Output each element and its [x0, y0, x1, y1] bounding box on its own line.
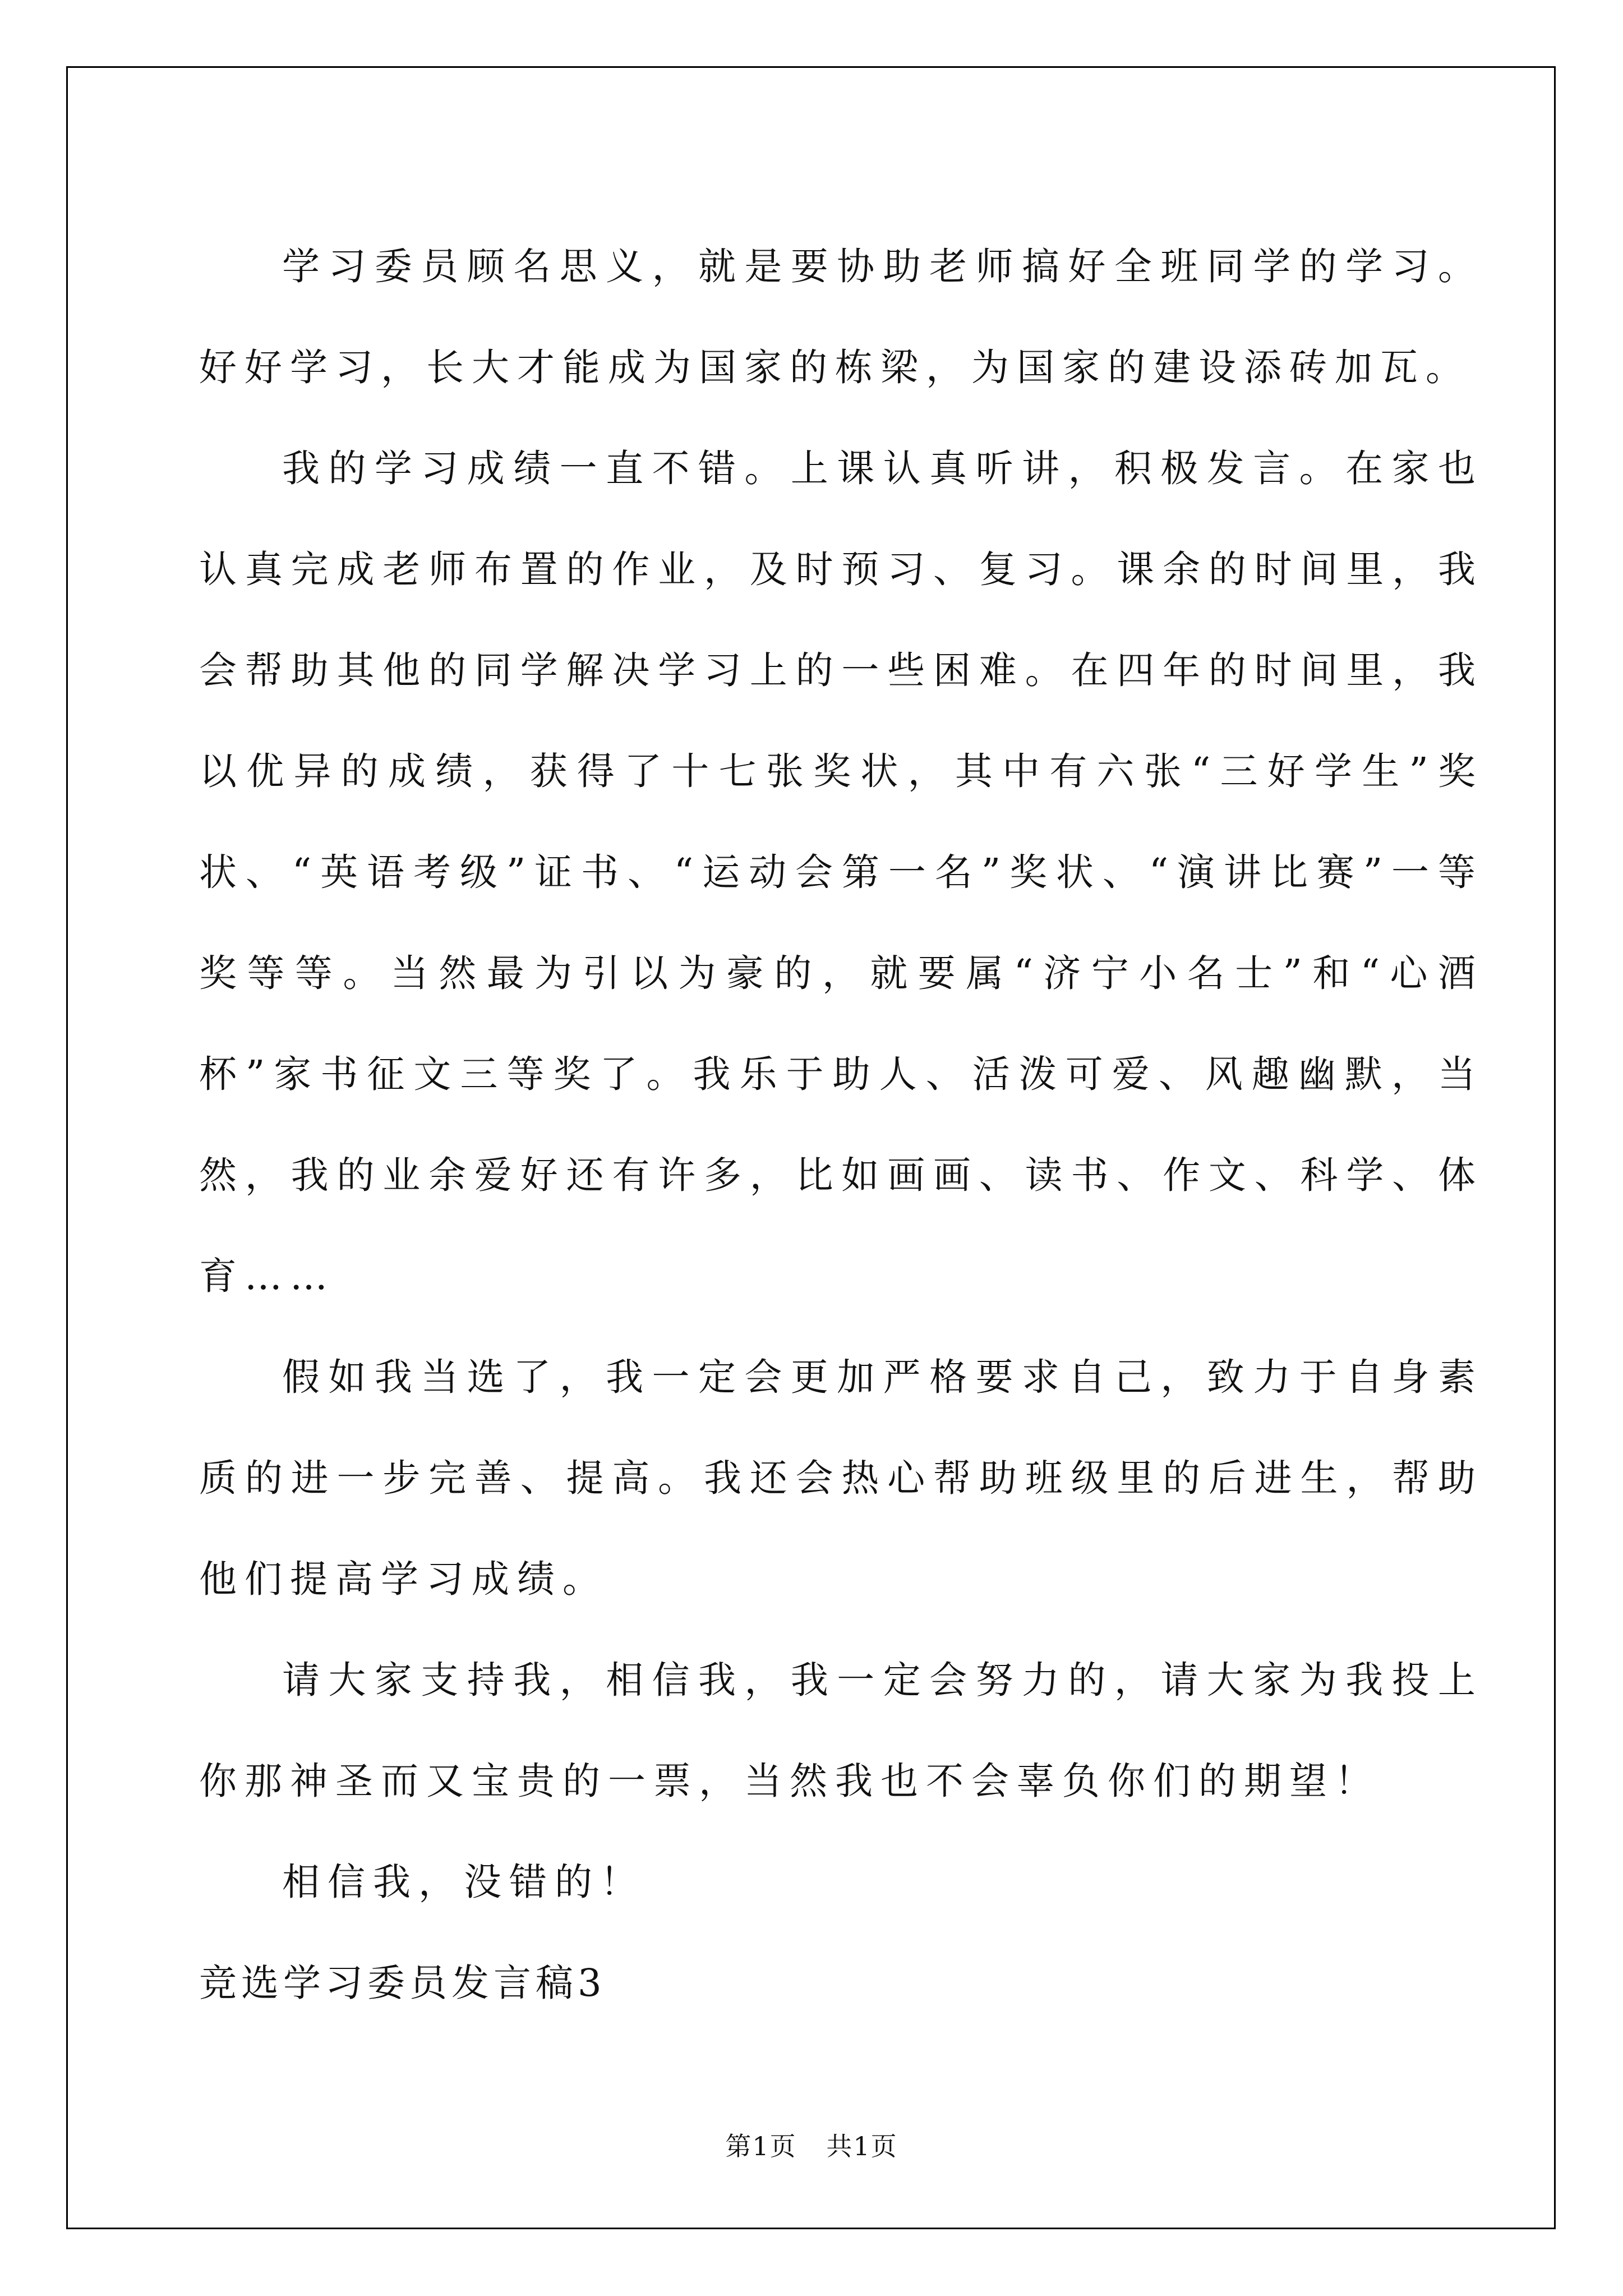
paragraph-intro: 学习委员顾名思义，就是要协助老师搞好全班同学的学习。好好学习，长大才能成为国家的栋梁，为国家的建设添砖加瓦。 [199, 245, 1483, 389]
page-total: 共1页 [826, 2131, 898, 2161]
paragraph-closing: 相信我，没错的！ [282, 1860, 645, 1904]
document-body [199, 216, 1483, 2033]
page-footer [0, 2126, 1623, 2163]
page-number: 第1页 [725, 2131, 797, 2161]
paragraph-promise: 假如我当选了，我一定会更加严格要求自己，致力于自身素质的进一步完善、提高。我还会热心帮助班级里的后进生，帮助他们提高学习成绩。 [199, 1355, 1483, 1601]
section-heading: 竞选学习委员发言稿3 [199, 1961, 606, 2005]
paragraph-achievements: 我的学习成绩一直不错。上课认真听讲，积极发言。在家也认真完成老师布置的作业，及时预习、复习。课余的时间里，我会帮助其他的同学解决学习上的一些困难。在四年的时间里，我以优异的成绩，获得了十七张奖状，其中有六张“三好学生”奖状、“英语考级”证书、“运动会第一名”奖状、“演讲比赛”一等奖等等。当然最为引以为豪的，就要属“济宁小名士”和“心酒杯”家书征文三等奖了。我乐于助人、活泼可爱、风趣幽默，当然，我的业余爱好还有许多，比如画画、读书、作文、科学、体育…… [199, 447, 1483, 1298]
paragraph-appeal: 请大家支持我，相信我，我一定会努力的，请大家为我投上你那神圣而又宝贵的一票，当然我也不会辜负你们的期望！ [199, 1658, 1483, 1803]
